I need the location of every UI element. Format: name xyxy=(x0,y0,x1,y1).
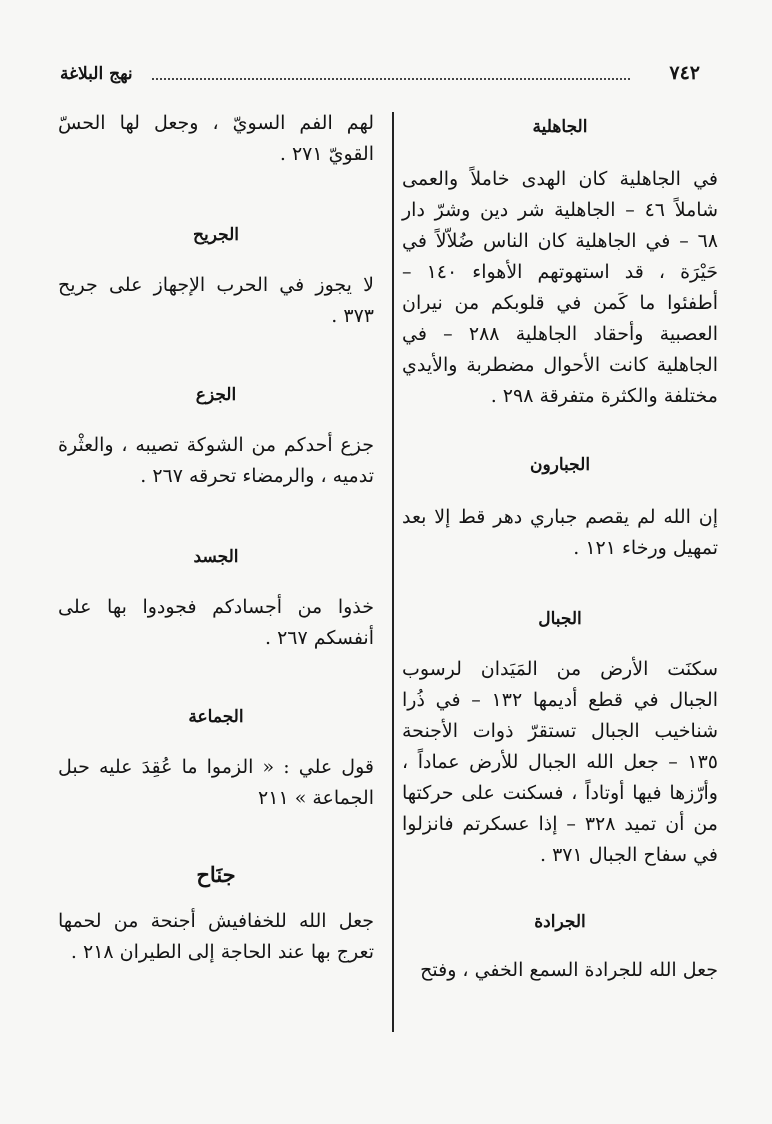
entry-jibal xyxy=(402,606,718,871)
entry-jasad xyxy=(58,544,374,654)
entry-text: لهم الفم السويّ ، وجعل لها الحسّ القويّ ٢٧١ . xyxy=(58,112,374,165)
entry-heading: الجماعة xyxy=(188,707,244,727)
entry-heading: الجاهلية xyxy=(532,117,588,137)
entry-jabbarun xyxy=(402,452,718,564)
entry-jarih xyxy=(58,222,374,332)
entry-heading: الجبارون xyxy=(529,455,591,475)
entry-jaza xyxy=(58,382,374,492)
entry-text: لا يجوز في الحرب الإجهاز على جريح ٣٧٣ . xyxy=(58,274,374,327)
page-number: ٧٤٢ xyxy=(669,62,700,84)
entry-text: جعل الله للخفافيش أجنحة من لحمها تعرج بها عند الحاجة إلى الطيران ٢١٨ . xyxy=(58,910,374,963)
entry-text: في الجاهلية كان الهدى خاملاً والعمى شاملاً ٤٦ – الجاهلية شر دين وشرّ دار ٦٨ – في الجاهلية كان الناس ضُلاّلاً في حَيْرَة ، قد استهوتهم الأهواء ١٤٠ – أطفئوا ما كَمن في قلوبكم من نيران العصبية وأحقاد الجاهلية ٢٨٨ – في الجاهلية كانت الأحوال مضطربة والأيدي مختلفة والكثرة متفرقة ٢٩٨ . xyxy=(402,168,718,407)
entry-jamaa xyxy=(58,704,374,814)
entry-text: سكنَت الأرض من المَيَدان لرسوب الجبال في قطع أديمها ١٣٢ – في ذُرا شناخيب الجبال تستقرّ ذوات الأجنحة ١٣٥ – جعل الله الجبال للأرض عماداً ، وأرّزها فيها أوتاداً ، فسكنت على حركتها من أن تميد ٣٢٨ – إذا عسكرتم فانزلوا في سفاح الجبال ٣٧١ . xyxy=(402,658,719,866)
entry-heading: الجسد xyxy=(193,547,239,567)
entry-jarada xyxy=(402,909,718,986)
entry-text: جعل الله للجرادة السمع الخفي ، وفتح xyxy=(420,959,718,981)
left-column xyxy=(58,92,374,968)
entry-janah xyxy=(58,862,374,968)
page-header xyxy=(60,62,700,88)
entry-text: قول علي : « الزموا ما عُقِدَ عليه حبل الجماعة » ٢١١ xyxy=(58,756,374,809)
entry-heading: الجزع xyxy=(195,385,237,405)
entry-text: خذوا من أجسادكم فجودوا بها على أنفسكم ٢٦٧ . xyxy=(58,596,374,649)
running-title: نهج البلاغة xyxy=(60,64,133,84)
entry-jahiliyya xyxy=(402,114,718,412)
dotted-leader xyxy=(152,78,630,80)
entry-heading: الجبال xyxy=(538,609,582,629)
entry-heading: الجرادة xyxy=(534,912,586,932)
entry-heading: الجريح xyxy=(193,225,239,245)
right-column xyxy=(402,92,718,986)
entry-heading: جنَاح xyxy=(196,862,236,887)
entry-text: جزع أحدكم من الشوكة تصيبه ، والعثْرة تدميه ، والرمضاء تحرقه ٢٦٧ . xyxy=(58,434,374,487)
entry-continuation xyxy=(58,108,374,170)
column-divider xyxy=(392,112,394,1032)
entry-text: إن الله لم يقصم جباري دهر قط إلا بعد تمهيل ورخاء ١٢١ . xyxy=(402,506,718,559)
